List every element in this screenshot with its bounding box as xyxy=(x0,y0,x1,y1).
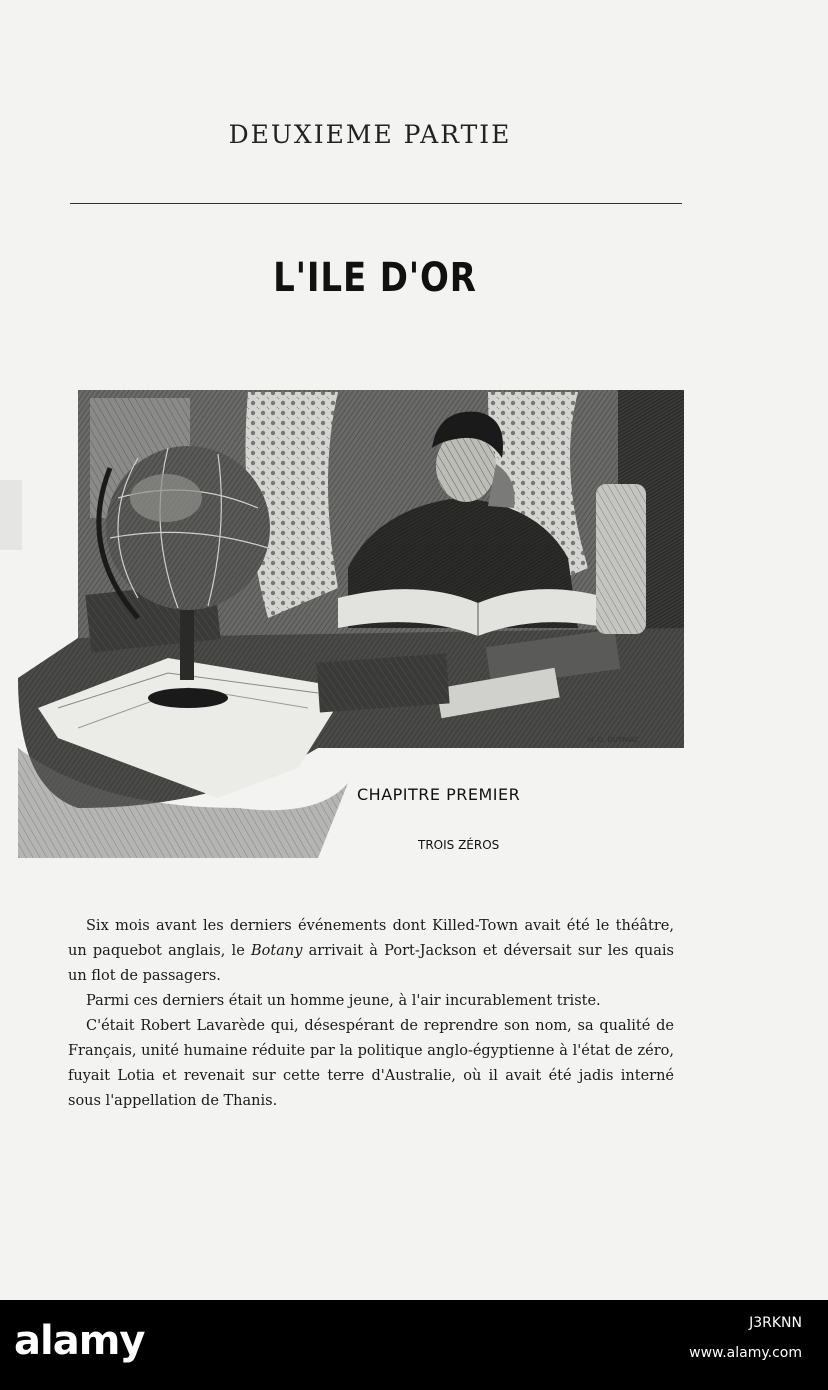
title-divider xyxy=(70,203,682,204)
paragraph-2: Parmi ces derniers était un homme jeune, à l'air incurablement triste. xyxy=(86,993,601,1009)
body-text xyxy=(68,914,674,1114)
engraving-man-reading-icon xyxy=(18,388,686,858)
watermark-image-id: J3RKNN xyxy=(749,1315,802,1331)
chapter-title: CHAPITRE PREMIER xyxy=(357,785,521,804)
chapter-subtitle: TROIS ZÉROS xyxy=(418,838,500,852)
watermark-url: www.alamy.com xyxy=(689,1345,802,1361)
engraver-signature: H. G. DUTRIAC xyxy=(588,736,639,744)
paragraph-3: C'était Robert Lavarède qui, désespérant de reprendre son nom, sa qualité de Français, unité humaine réduite par la politique anglo-égyptienne à l'état de zéro, fuyait Lotia et revenait sur cette terre d'Australie, où il avait été jadis interné sous l'appellation de Thanis. xyxy=(68,1018,674,1109)
book-title: L'ILE D'OR xyxy=(273,255,477,301)
ship-name: Botany xyxy=(251,943,303,959)
alamy-logo: alamy xyxy=(14,1318,145,1364)
paragraph-1: Six mois avant les derniers événements dont Killed-Town avait été le théâtre, un paquebot anglais, le Botany arrivait à Port-Jackson et déversait sur les quais un flot de passagers. xyxy=(68,918,674,984)
engraving-illustration xyxy=(18,388,686,858)
part-title: DEUXIEME PARTIE xyxy=(228,120,512,149)
